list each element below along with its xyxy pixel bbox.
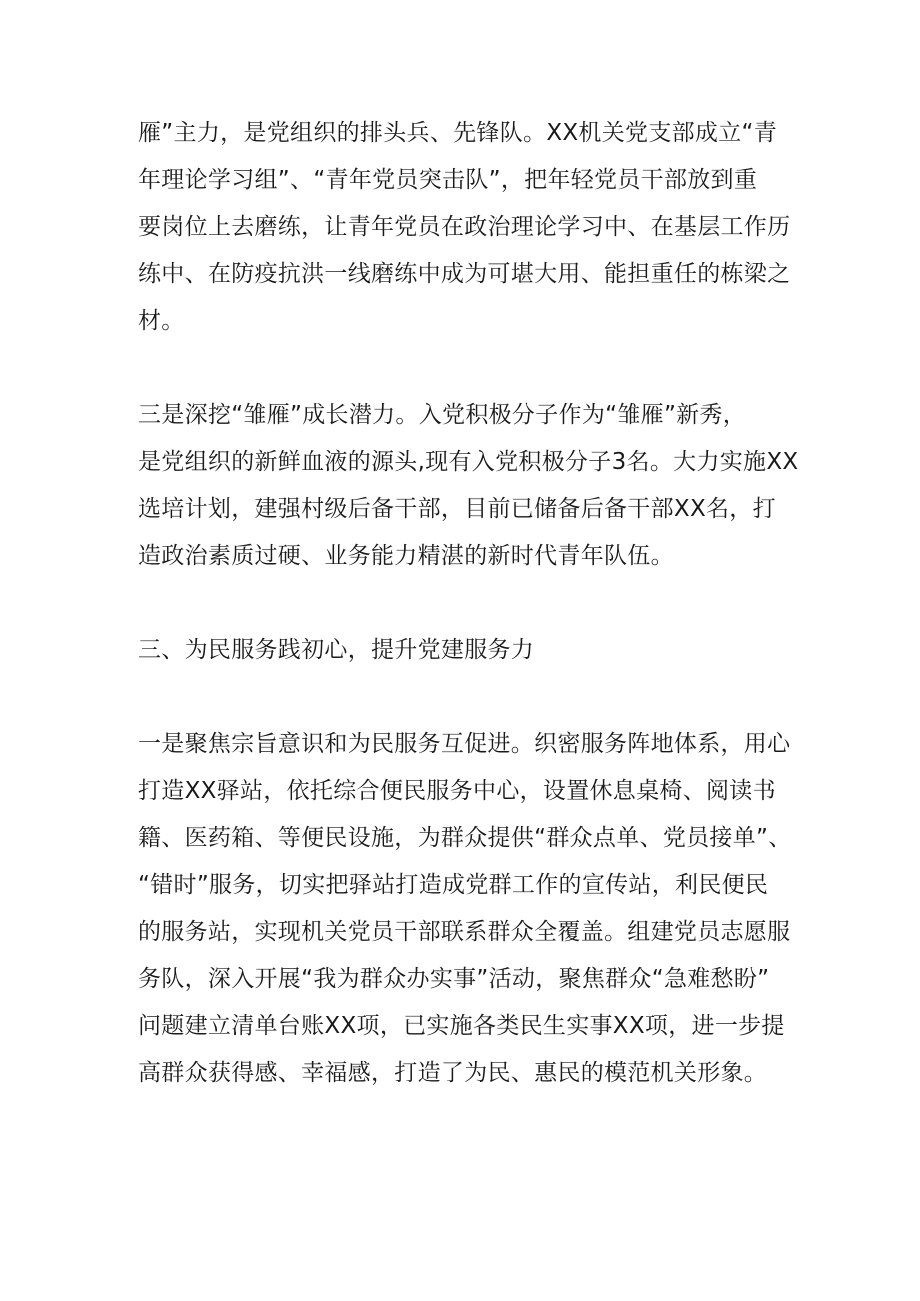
section-heading: 三、为民服务践初心，提升党建服务力 (138, 637, 535, 663)
paragraph-line: 练中、在防疫抗洪一线磨练中成为可堪大用、能担重任的栋梁之 (138, 261, 791, 287)
paragraph-line: 高群众获得感、幸福感，打造了为民、惠民的模范机关形象。 (138, 1060, 768, 1086)
paragraph-line: “错时”服务，切实把驿站打造成党群工作的宣传站，利民便民 (138, 872, 769, 898)
paragraph-line: 三是深挖“雏雁”成长潜力。入党积极分子作为“雏雁”新秀， (138, 402, 747, 428)
paragraph-line: 造政治素质过硬、业务能力精湛的新时代青年队伍。 (138, 543, 674, 569)
paragraph-line: 要岗位上去磨练，让青年党员在政治理论学习中、在基层工作历 (138, 214, 791, 240)
paragraph-line: 籍、医药箱、等便民设施，为群众提供“群众点单、党员接单”、 (138, 825, 792, 851)
paragraph-line: 雁”主力，是党组织的排头兵、先锋队。XX机关党支部成立“青 (138, 120, 778, 146)
paragraph-line: 是党组织的新鲜血液的源头,现有入党积极分子3名。大力实施XX (138, 449, 799, 475)
paragraph-line: 打造XX驿站，依托综合便民服务中心，设置休息桌椅、阅读书 (138, 778, 776, 804)
paragraph-line: 务队，深入开展“我为群众办实事”活动，聚焦群众“急难愁盼” (138, 966, 770, 992)
paragraph-line: 的服务站，实现机关党员干部联系群众全覆盖。组建党员志愿服 (138, 919, 791, 945)
paragraph-line: 材。 (138, 308, 185, 334)
paragraph-line: 年理论学习组”、“青年党员突击队”，把年轻党员干部放到重 (138, 167, 758, 193)
paragraph-line: 选培计划，建强村级后备干部，目前已储备后备干部XX名，打 (138, 496, 776, 522)
paragraph-line: 一是聚焦宗旨意识和为民服务互促进。织密服务阵地体系，用心 (138, 731, 791, 757)
paragraph-line: 问题建立清单台账XX项，已实施各类民生实事XX项，进一步提 (138, 1013, 785, 1039)
